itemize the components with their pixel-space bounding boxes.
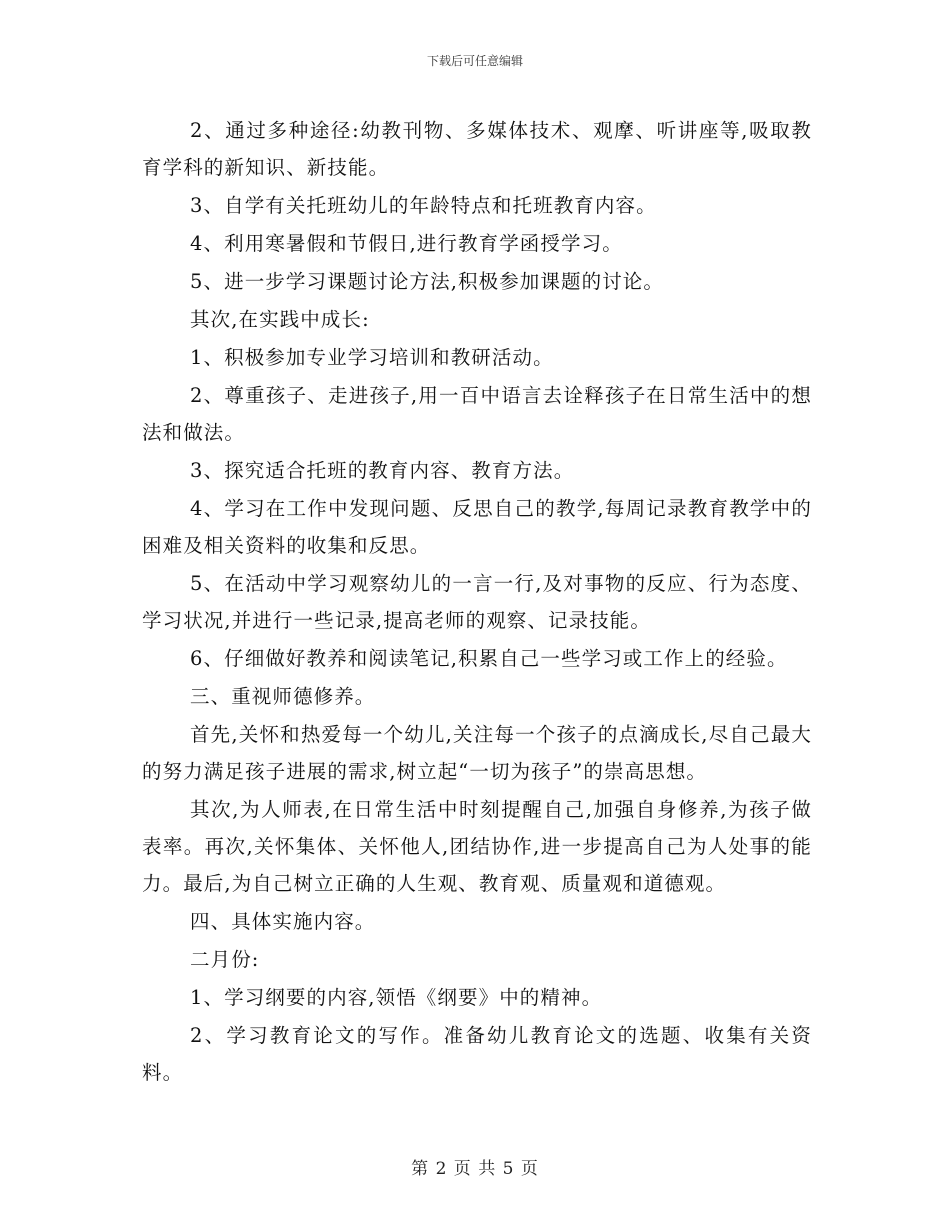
document-body (142, 112, 812, 1092)
paragraph: 3、自学有关托班幼儿的年龄特点和托班教育内容。 (190, 194, 657, 217)
paragraph: 4、利用寒暑假和节假日,进行教育学函授学习。 (190, 232, 623, 255)
paragraph: 3、探究适合托班的教育内容、教育方法。 (190, 459, 575, 482)
paragraph: 4、学习在工作中发现问题、反思自己的教学,每周记录教育教学中的困难及相关资料的收集和反思。 (142, 497, 812, 557)
paragraph: 1、积极参加专业学习培训和教研活动。 (190, 346, 554, 369)
paragraph: 首先,关怀和热爱每一个幼儿,关注每一个孩子的点滴成长,尽自己最大的努力满足孩子进展的需求,树立起“一切为孩子”的崇高思想。 (142, 723, 812, 783)
paragraph: 5、在活动中学习观察幼儿的一言一行,及对事物的反应、行为态度、学习状况,并进行一些记录,提高老师的观察、记录技能。 (142, 572, 812, 632)
page-number-footer: 第 2 页 共 5 页 (411, 1159, 539, 1179)
paragraph: 2、通过多种途径:幼教刊物、多媒体技术、观摩、听讲座等,吸取教育学科的新知识、新技能。 (142, 119, 812, 179)
page-header: 下载后可任意编辑 (426, 54, 523, 68)
paragraph: 2、尊重孩子、走进孩子,用一百中语言去诠释孩子在日常生活中的想法和做法。 (142, 384, 812, 444)
paragraph: 6、仔细做好教养和阅读笔记,积累自己一些学习或工作上的经验。 (190, 647, 788, 670)
paragraph: 其次,为人师表,在日常生活中时刻提醒自己,加强自身修养,为孩子做表率。再次,关怀集体、关怀他人,团结协作,进一步提高自己为人处事的能力。最后,为自己树立正确的人生观、教育观、质量观和道德观。 (142, 798, 812, 895)
paragraph: 四、具体实施内容。 (190, 910, 376, 933)
paragraph: 二月份: (190, 948, 260, 971)
paragraph: 其次,在实践中成长: (190, 308, 370, 331)
paragraph: 1、学习纲要的内容,领悟《纲要》中的精神。 (190, 986, 603, 1009)
paragraph: 5、进一步学习课题讨论方法,积极参加课题的讨论。 (190, 270, 665, 293)
paragraph: 三、重视师德修养。 (190, 685, 376, 708)
paragraph: 2、学习教育论文的写作。准备幼儿教育论文的选题、收集有关资料。 (142, 1024, 812, 1084)
